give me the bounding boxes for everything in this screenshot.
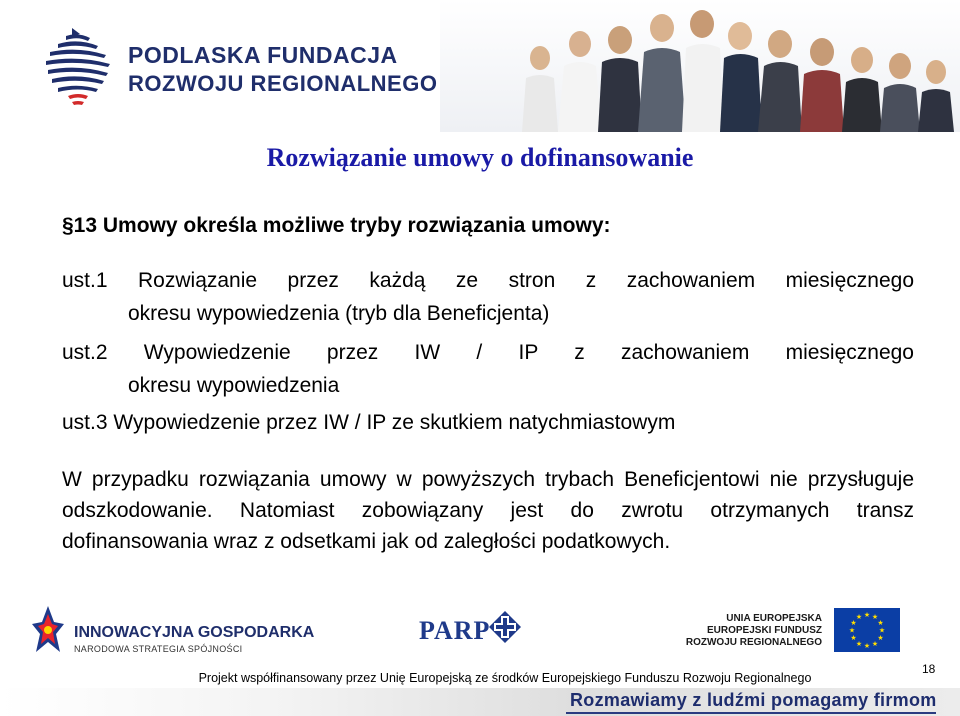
slogan-underline (566, 712, 936, 714)
eu-line3: ROZWOJU REGIONALNEGO (685, 637, 822, 648)
clause-item-1 (62, 264, 914, 330)
svg-text:★: ★ (850, 619, 857, 627)
svg-text:★: ★ (871, 613, 879, 621)
eu-fund-label (686, 613, 822, 649)
clause-text: Wypowiedzenie przez IW / IP ze skutkiem natychmiastowym (113, 411, 676, 434)
eu-line1: UNIA EUROPEJSKA (726, 613, 822, 624)
cofunding-statement: Projekt współfinansowany przez Unię Europejską ze środków Europejskiego Funduszu Rozwoju Regionalnego (198, 671, 812, 685)
body-paragraph: W przypadku rozwiązania umowy w powyższych trybach Beneficjentowi nie przysługuje odszkodowanie. Natomiast zobowiązany jest do zwrotu otrzymanych transz dofinansowania wraz z odsetkami jak od zaległości podatkowych. (62, 468, 914, 553)
clause-item-2 (62, 336, 914, 402)
clause-text-continued: okresu wypowiedzenia (tryb dla Beneficjenta) (128, 302, 550, 325)
page-number: 18 (922, 662, 936, 676)
eu-line2: EUROPEJSKI FUNDUSZ (706, 625, 822, 636)
parp-cross-icon (488, 610, 522, 644)
section-heading: §13 Umowy określa możliwe tryby rozwiązania umowy: (62, 214, 611, 237)
clause-text: Rozwiązanie przez każdą ze stron z zachowaniem miesięcznego (138, 269, 914, 292)
foundation-name (128, 44, 437, 95)
svg-text:★: ★ (855, 613, 863, 621)
svg-text:★: ★ (863, 611, 871, 619)
clause-text: Wypowiedzenie przez IW / IP z zachowaniem miesięcznego (143, 341, 914, 364)
foundation-logo-icon (28, 22, 118, 110)
clause-text-continued: okresu wypowiedzenia (128, 374, 340, 397)
slide-header (0, 0, 960, 132)
innovative-economy-subtitle: NARODOWA STRATEGIA SPÓJNOŚCI (74, 644, 243, 654)
svg-text:★: ★ (863, 642, 871, 650)
foundation-name-line2: ROZWOJU REGIONALNEGO (128, 71, 438, 96)
clause-label: ust.2 (62, 341, 108, 364)
clause-item-3 (62, 406, 914, 439)
slogan: Rozmawiamy z ludźmi pomagamy firmom (570, 690, 937, 710)
svg-text:★: ★ (878, 626, 886, 635)
eu-flag-icon (834, 608, 900, 652)
clause-label: ust.3 (62, 411, 108, 434)
innovative-economy-star-icon (30, 604, 66, 656)
foundation-name-line1: PODLASKA FUNDACJA (128, 42, 398, 68)
slide-title: Rozwiązanie umowy o dofinansowanie (266, 143, 694, 172)
parp-logo-text: PARP (419, 616, 491, 645)
clause-label: ust.1 (62, 269, 108, 292)
svg-text:★: ★ (850, 634, 857, 642)
svg-text:★: ★ (855, 640, 863, 648)
svg-text:★: ★ (848, 626, 856, 635)
innovative-economy-name: INNOWACYJNA GOSPODARKA (74, 624, 315, 641)
svg-text:★: ★ (871, 640, 879, 648)
business-people-photo (440, 0, 960, 132)
svg-text:★: ★ (877, 634, 884, 642)
svg-text:★: ★ (877, 619, 884, 627)
